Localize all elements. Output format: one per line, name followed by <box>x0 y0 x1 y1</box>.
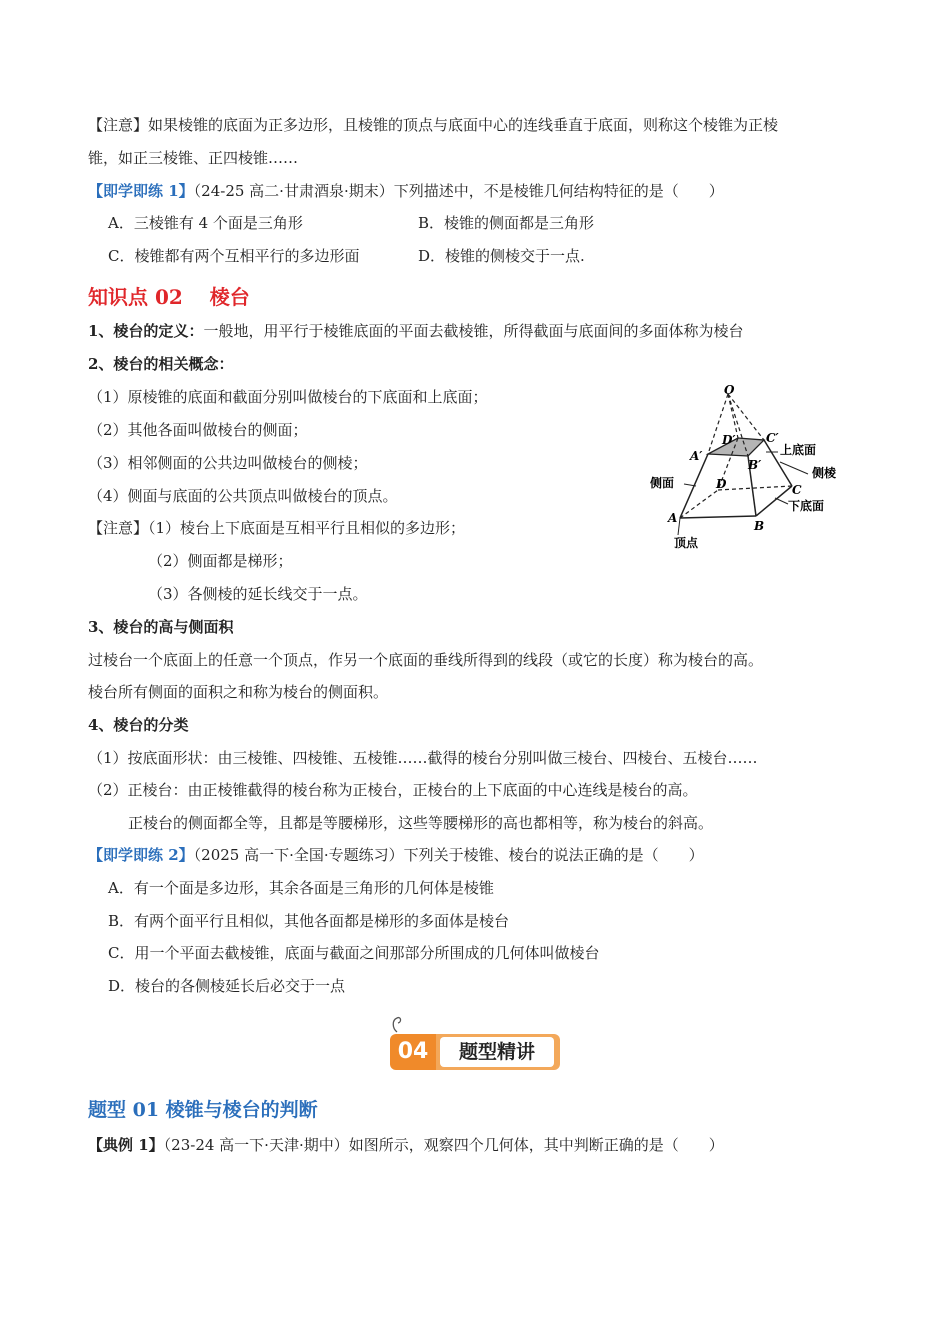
section-heading: 知识点 02 棱台 <box>88 285 250 309</box>
note-line-1 <box>88 114 778 136</box>
top-base-shade <box>708 438 764 456</box>
concept-item: （1）原棱锥的底面和截面分别叫做棱台的下底面和上底面； <box>88 388 488 406</box>
label-a: A <box>668 511 678 525</box>
practice1-option-c: C．棱锥都有两个互相平行的多边形面 <box>108 247 360 265</box>
practice1-option-d: D．棱锥的侧棱交于一点. <box>418 247 585 265</box>
classify-label: 4、棱台的分类 <box>88 716 189 734</box>
concept-item: （3）相邻侧面的公共边叫做棱台的侧棱； <box>88 454 368 472</box>
practice2-stem <box>88 844 704 866</box>
concept-note: （1）棱台上下底面是互相平行且相似的多边形； <box>148 519 466 537</box>
practice2-option-d: D．棱台的各侧棱延长后必交于一点 <box>108 977 346 995</box>
label-d1: D′ <box>722 433 736 447</box>
concept-note: （2）侧面都是梯形； <box>148 552 293 570</box>
note-tag: 【注意】 <box>88 116 149 134</box>
concept-note-tag: 【注意】 <box>88 519 149 537</box>
note-text: 如果棱锥的底面为正多边形，且棱锥的顶点与底面中心的连线垂直于底面，则称这个棱锥为正棱 <box>148 116 779 134</box>
definition-label: 1、棱台的定义： <box>88 322 204 340</box>
practice1-stem <box>88 180 724 202</box>
height-line-2: 棱台所有侧面的面积之和称为棱台的侧面积。 <box>88 683 389 701</box>
concept-item: （2）其他各面叫做棱台的侧面； <box>88 421 308 439</box>
frustum-figure <box>640 380 850 555</box>
label-o: O <box>724 383 735 397</box>
practice2-option-b: B．有两个面平行且相似，其他各面都是梯形的多面体是棱台 <box>108 912 510 930</box>
note-line-2: 锥，如正三棱锥、正四棱锥…… <box>88 149 299 167</box>
practice1-tag: 【即学即练 1】 <box>88 182 194 200</box>
practice1-option-a: A．三棱锥有 4 个面是三角形 <box>108 214 303 232</box>
label-bottom-base: 下底面 <box>788 499 825 513</box>
hook-icon <box>390 1014 404 1034</box>
practice2-tag: 【即学即练 2】 <box>88 846 194 864</box>
practice2-option-c: C．用一个平面去截棱锥，底面与截面之间那部分所围成的几何体叫做棱台 <box>108 944 600 962</box>
definition-line <box>88 320 743 342</box>
classify-item-1: （1）按底面形状：由三棱锥、四棱锥、五棱锥……截得的棱台分别叫做三棱台、四棱台、五棱台…… <box>88 749 758 767</box>
label-c1: C′ <box>766 431 779 445</box>
concept-note: （3）各侧棱的延长线交于一点。 <box>148 585 368 603</box>
example-tag: 【典例 1】 <box>88 1136 164 1154</box>
practice2-source: （2025 高一下·全国·专题练习）下列关于棱锥、棱台的说法正确的是（ ） <box>193 846 704 864</box>
classify-item-2: （2）正棱台：由正棱锥截得的棱台称为正棱台，正棱台的上下底面的中心连线是棱台的高。 <box>88 781 698 799</box>
label-a1: A′ <box>690 449 703 463</box>
label-b: B <box>754 519 765 533</box>
height-label: 3、棱台的高与侧面积 <box>88 618 234 636</box>
label-lateral-edge: 侧棱 <box>812 466 837 480</box>
label-d: D <box>716 477 727 491</box>
practice1-option-b: B．棱锥的侧面都是三角形 <box>418 214 595 232</box>
badge-text-box <box>436 1034 560 1070</box>
badge-number: 04 <box>390 1034 436 1070</box>
concept-note-line <box>88 517 465 539</box>
classify-item-3: 正棱台的侧面都全等，且都是等腰梯形，这些等腰梯形的高也都相等，称为棱台的斜高。 <box>128 814 714 832</box>
label-b1: B′ <box>748 458 762 472</box>
concept-item: （4）侧面与底面的公共顶点叫做棱台的顶点。 <box>88 487 398 505</box>
example-text: （23-24 高一下·天津·期中）如图所示，观察四个几何体，其中判断正确的是（ ） <box>163 1136 724 1154</box>
concepts-label: 2、棱台的相关概念： <box>88 355 234 373</box>
practice1-source: （24-25 高二·甘肃酒泉·期末）下列描述中，不是棱锥几何结构特征的是（ ） <box>193 182 724 200</box>
definition-text: 一般地，用平行于棱锥底面的平面去截棱锥，所得截面与底面间的多面体称为棱台 <box>203 322 744 340</box>
badge-text: 题型精讲 <box>440 1037 554 1067</box>
label-top-base: 上底面 <box>780 443 817 457</box>
label-lateral-face: 侧面 <box>650 476 675 490</box>
practice2-option-a: A．有一个面是多边形，其余各面是三角形的几何体是棱锥 <box>108 879 494 897</box>
example-line <box>88 1134 724 1156</box>
height-line-1: 过棱台一个底面上的任意一个顶点，作另一个底面的垂线所得到的线段（或它的长度）称为棱台的高。 <box>88 651 764 669</box>
label-c: C <box>792 483 802 497</box>
label-vertex: 顶点 <box>674 536 699 550</box>
section-badge <box>390 1026 570 1074</box>
type-heading: 题型 01 棱锥与棱台的判断 <box>88 1099 318 1121</box>
